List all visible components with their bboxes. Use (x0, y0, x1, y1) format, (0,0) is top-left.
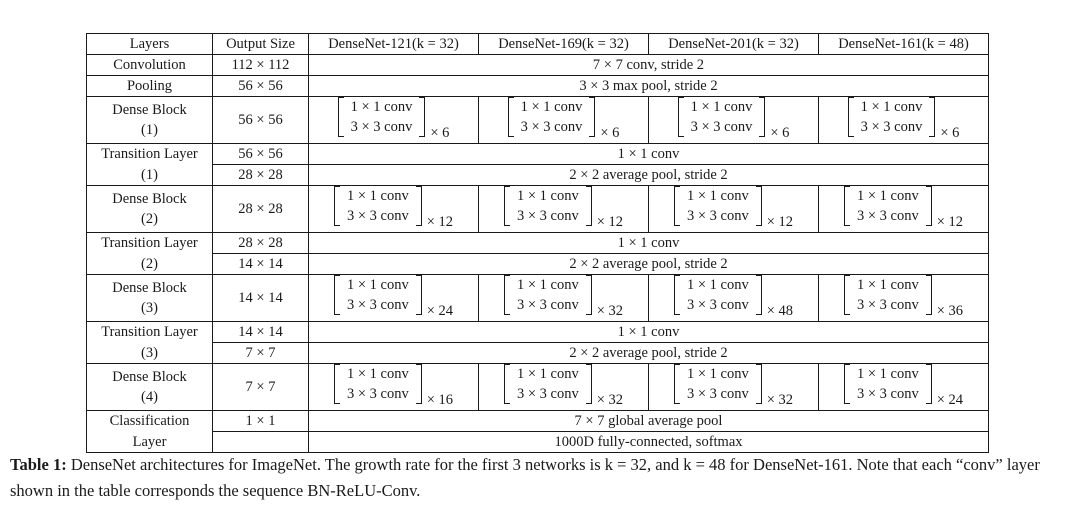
repeat-count: × 12 (596, 214, 624, 230)
right-bracket (586, 364, 592, 404)
conv-bracket (844, 186, 932, 226)
conv-line: 3 × 3 conv (686, 297, 749, 313)
table-row (87, 233, 989, 254)
conv-line: 1 × 1 conv (346, 366, 409, 382)
conv-bracket (674, 275, 762, 315)
output-size (213, 432, 309, 453)
conv-stack (510, 364, 586, 404)
right-bracket (589, 97, 595, 137)
layer-name (87, 186, 213, 233)
right-bracket (929, 97, 935, 137)
table-row (87, 55, 989, 76)
conv-stack (340, 186, 416, 226)
right-bracket (586, 186, 592, 226)
table-row (87, 186, 989, 233)
layer-spec: 3 × 3 max pool, stride 2 (309, 76, 989, 97)
table-row (87, 254, 989, 275)
conv-line: 1 × 1 conv (686, 366, 749, 382)
repeat-count: × 32 (596, 392, 624, 408)
conv-line: 1 × 1 conv (520, 99, 583, 115)
layer-name: Layer (87, 432, 213, 453)
conv-line: 1 × 1 conv (346, 277, 409, 293)
header-row (87, 34, 989, 55)
right-bracket (756, 364, 762, 404)
conv-line: 1 × 1 conv (856, 366, 919, 382)
right-bracket (416, 275, 422, 315)
conv-stack (680, 186, 756, 226)
conv-stack (850, 275, 926, 315)
conv-line: 3 × 3 conv (856, 297, 919, 313)
layer-spec: 1 × 1 conv (309, 322, 989, 343)
header-cell: DenseNet-201(k = 32) (649, 34, 819, 55)
right-bracket (416, 364, 422, 404)
output-size: 56 × 56 (213, 76, 309, 97)
conv-line: 3 × 3 conv (516, 297, 579, 313)
conv-stack (854, 97, 930, 137)
conv-bracket (334, 364, 422, 404)
conv-line: 3 × 3 conv (856, 208, 919, 224)
architecture-table (86, 33, 989, 453)
dense-block-cell (309, 275, 479, 322)
output-size: 7 × 7 (213, 364, 309, 411)
repeat-count: × 6 (430, 125, 450, 141)
right-bracket (926, 275, 932, 315)
dense-block-cell (819, 97, 989, 144)
table-row (87, 144, 989, 165)
output-size: 14 × 14 (213, 322, 309, 343)
dense-block-cell (479, 97, 649, 144)
dense-block-cell (309, 364, 479, 411)
conv-bracket (844, 275, 932, 315)
conv-bracket (848, 97, 936, 137)
layer-name: Transition Layer (87, 144, 213, 165)
conv-line: 1 × 1 conv (516, 188, 579, 204)
conv-line: 3 × 3 conv (346, 297, 409, 313)
right-bracket (926, 186, 932, 226)
repeat-count: × 6 (770, 125, 790, 141)
table-body (87, 34, 989, 453)
table-row (87, 432, 989, 453)
layer-name-line: Dense Block (112, 191, 187, 207)
dense-block-cell (649, 364, 819, 411)
dense-block-cell (479, 364, 649, 411)
conv-line: 1 × 1 conv (350, 99, 413, 115)
output-size: 14 × 14 (213, 275, 309, 322)
conv-bracket (674, 364, 762, 404)
conv-line: 3 × 3 conv (690, 119, 753, 135)
conv-stack (510, 275, 586, 315)
repeat-count: × 32 (766, 392, 794, 408)
conv-line: 1 × 1 conv (516, 277, 579, 293)
layer-name: (2) (87, 254, 213, 275)
table-row (87, 165, 989, 186)
conv-line: 1 × 1 conv (516, 366, 579, 382)
conv-line: 3 × 3 conv (350, 119, 413, 135)
layer-name: Classification (87, 411, 213, 432)
repeat-count: × 16 (426, 392, 454, 408)
conv-bracket (504, 275, 592, 315)
layer-name: Transition Layer (87, 233, 213, 254)
conv-bracket (338, 97, 426, 137)
output-size: 56 × 56 (213, 144, 309, 165)
conv-bracket (504, 364, 592, 404)
conv-line: 1 × 1 conv (860, 99, 923, 115)
right-bracket (926, 364, 932, 404)
conv-stack (340, 275, 416, 315)
conv-line: 1 × 1 conv (686, 277, 749, 293)
conv-bracket (334, 186, 422, 226)
table-row (87, 411, 989, 432)
layer-name: (3) (87, 343, 213, 364)
conv-line: 1 × 1 conv (690, 99, 753, 115)
layer-name: Transition Layer (87, 322, 213, 343)
layer-name-line: Dense Block (112, 280, 187, 296)
conv-bracket (844, 364, 932, 404)
conv-line: 3 × 3 conv (346, 386, 409, 402)
caption-label: Table 1: (10, 455, 67, 474)
conv-line: 3 × 3 conv (686, 208, 749, 224)
conv-stack (514, 97, 590, 137)
repeat-count: × 48 (766, 303, 794, 319)
layer-spec: 2 × 2 average pool, stride 2 (309, 343, 989, 364)
conv-line: 1 × 1 conv (346, 188, 409, 204)
conv-line: 1 × 1 conv (856, 277, 919, 293)
layer-name (87, 97, 213, 144)
dense-block-cell (819, 364, 989, 411)
conv-stack (340, 364, 416, 404)
layer-name (87, 275, 213, 322)
repeat-count: × 6 (600, 125, 620, 141)
conv-line: 1 × 1 conv (686, 188, 749, 204)
conv-bracket (674, 186, 762, 226)
conv-bracket (508, 97, 596, 137)
layer-spec: 1 × 1 conv (309, 144, 989, 165)
conv-line: 3 × 3 conv (516, 208, 579, 224)
conv-stack (684, 97, 760, 137)
dense-block-cell (819, 275, 989, 322)
table-row (87, 322, 989, 343)
table-row (87, 343, 989, 364)
dense-block-cell (479, 275, 649, 322)
conv-line: 3 × 3 conv (860, 119, 923, 135)
output-size: 56 × 56 (213, 97, 309, 144)
conv-bracket (504, 186, 592, 226)
repeat-count: × 6 (940, 125, 960, 141)
layer-name-line: Dense Block (112, 369, 187, 385)
layer-spec: 7 × 7 global average pool (309, 411, 989, 432)
dense-block-cell (649, 97, 819, 144)
repeat-count: × 24 (426, 303, 454, 319)
table-row (87, 76, 989, 97)
conv-line: 3 × 3 conv (516, 386, 579, 402)
right-bracket (419, 97, 425, 137)
repeat-count: × 24 (936, 392, 964, 408)
conv-line: 3 × 3 conv (856, 386, 919, 402)
dense-block-cell (649, 186, 819, 233)
layer-name-line: Dense Block (112, 102, 187, 118)
output-size: 7 × 7 (213, 343, 309, 364)
conv-bracket (334, 275, 422, 315)
dense-block-cell (819, 186, 989, 233)
layer-spec: 2 × 2 average pool, stride 2 (309, 254, 989, 275)
caption-text: DenseNet architectures for ImageNet. The growth rate for the first 3 networks is k = 32, and k = 48 for DenseNet-161. Note that each “conv” layer shown in the table corresponds the sequence BN-ReLU-Conv. (10, 455, 1040, 500)
header-cell: Output Size (213, 34, 309, 55)
layer-name (87, 364, 213, 411)
layer-spec: 1000D fully-connected, softmax (309, 432, 989, 453)
layer-spec: 1 × 1 conv (309, 233, 989, 254)
conv-stack (680, 275, 756, 315)
right-bracket (586, 275, 592, 315)
layer-name: Convolution (87, 55, 213, 76)
layer-name-line: (3) (141, 300, 158, 316)
conv-line: 3 × 3 conv (346, 208, 409, 224)
layer-name-line: (1) (141, 122, 158, 138)
table-row (87, 97, 989, 144)
table-row (87, 364, 989, 411)
table-row (87, 275, 989, 322)
header-cell: Layers (87, 34, 213, 55)
repeat-count: × 32 (596, 303, 624, 319)
conv-line: 3 × 3 conv (520, 119, 583, 135)
output-size: 112 × 112 (213, 55, 309, 76)
output-size: 14 × 14 (213, 254, 309, 275)
right-bracket (759, 97, 765, 137)
right-bracket (756, 275, 762, 315)
dense-block-cell (309, 186, 479, 233)
header-cell: DenseNet-169(k = 32) (479, 34, 649, 55)
conv-stack (850, 364, 926, 404)
table-caption (10, 452, 1075, 504)
layer-name: (1) (87, 165, 213, 186)
dense-block-cell (309, 97, 479, 144)
conv-stack (680, 364, 756, 404)
right-bracket (416, 186, 422, 226)
output-size: 28 × 28 (213, 233, 309, 254)
dense-block-cell (649, 275, 819, 322)
output-size: 28 × 28 (213, 165, 309, 186)
conv-stack (850, 186, 926, 226)
conv-line: 3 × 3 conv (686, 386, 749, 402)
layer-name-line: (4) (141, 389, 158, 405)
conv-bracket (678, 97, 766, 137)
conv-stack (510, 186, 586, 226)
repeat-count: × 12 (936, 214, 964, 230)
dense-block-cell (479, 186, 649, 233)
output-size: 28 × 28 (213, 186, 309, 233)
header-cell: DenseNet-161(k = 48) (819, 34, 989, 55)
layer-spec: 2 × 2 average pool, stride 2 (309, 165, 989, 186)
conv-line: 1 × 1 conv (856, 188, 919, 204)
layer-name: Pooling (87, 76, 213, 97)
layer-spec: 7 × 7 conv, stride 2 (309, 55, 989, 76)
output-size: 1 × 1 (213, 411, 309, 432)
repeat-count: × 36 (936, 303, 964, 319)
right-bracket (756, 186, 762, 226)
conv-stack (344, 97, 420, 137)
repeat-count: × 12 (426, 214, 454, 230)
layer-name-line: (2) (141, 211, 158, 227)
repeat-count: × 12 (766, 214, 794, 230)
header-cell: DenseNet-121(k = 32) (309, 34, 479, 55)
